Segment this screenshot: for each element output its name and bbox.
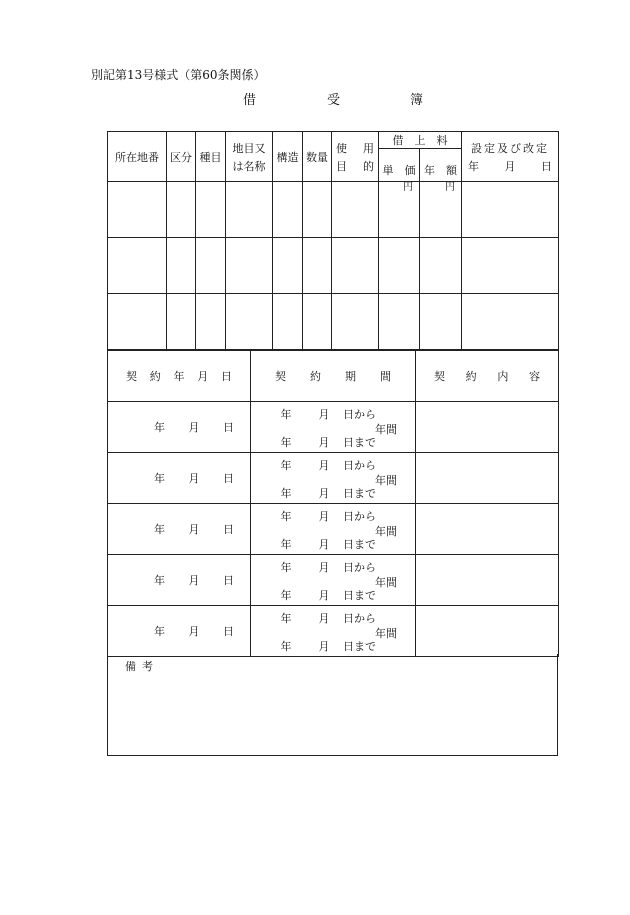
header-category: 区分 bbox=[167, 132, 196, 182]
to-day: 日まで bbox=[343, 436, 376, 449]
cell[interactable] bbox=[196, 182, 226, 238]
form-number: 別記第13号様式（第60条関係） bbox=[91, 68, 266, 82]
from-month: 月 bbox=[318, 561, 330, 574]
to-year: 年 bbox=[280, 589, 292, 602]
hdr-char: 期 bbox=[345, 370, 356, 383]
to-day: 日まで bbox=[343, 589, 376, 602]
hdr-char: 月 bbox=[197, 370, 209, 383]
cell[interactable] bbox=[167, 238, 196, 294]
hdr-char: 約 bbox=[465, 370, 477, 383]
date-year: 年 bbox=[154, 625, 165, 638]
header-land-name-bottom: は名称 bbox=[232, 159, 266, 173]
date-day: 日 bbox=[223, 472, 234, 485]
purpose-bottom-a: 目 bbox=[336, 159, 347, 173]
cell[interactable] bbox=[108, 182, 167, 238]
to-month: 月 bbox=[318, 436, 330, 449]
header-purpose bbox=[332, 132, 379, 182]
to-year: 年 bbox=[280, 640, 292, 653]
purpose-top-a: 使 bbox=[336, 141, 347, 155]
header-land-name bbox=[226, 132, 273, 182]
period-years: 年間 bbox=[375, 474, 397, 487]
to-day: 日まで bbox=[343, 487, 376, 500]
to-year: 年 bbox=[280, 436, 292, 449]
table-row bbox=[108, 453, 559, 504]
purpose-top-b: 用 bbox=[363, 141, 374, 155]
cell[interactable] bbox=[196, 238, 226, 294]
table-row bbox=[108, 238, 559, 294]
contract-period-cell[interactable] bbox=[251, 504, 416, 555]
from-year: 年 bbox=[280, 510, 292, 523]
date-year: 年 bbox=[154, 523, 165, 536]
cell[interactable] bbox=[226, 294, 273, 350]
hdr-char: 契 bbox=[126, 370, 137, 383]
title-char-3: 簿 bbox=[410, 93, 424, 108]
remarks-box[interactable] bbox=[107, 654, 558, 756]
period-years: 年間 bbox=[375, 627, 397, 640]
setting-year: 年 bbox=[468, 159, 479, 173]
header-land-name-top: 地目又 bbox=[232, 141, 266, 155]
hdr-char: 約 bbox=[149, 370, 161, 383]
contract-date-cell[interactable] bbox=[108, 504, 251, 555]
cell[interactable] bbox=[303, 238, 332, 294]
hdr-char: 年 bbox=[173, 370, 185, 383]
hdr-char: 日 bbox=[221, 370, 232, 383]
contract-date-cell[interactable] bbox=[108, 453, 251, 504]
date-day: 日 bbox=[223, 574, 234, 587]
header-unit-price: 単 価 bbox=[379, 149, 420, 182]
from-year: 年 bbox=[280, 459, 292, 472]
date-year: 年 bbox=[154, 472, 165, 485]
date-month: 月 bbox=[188, 625, 200, 638]
contract-date-cell[interactable] bbox=[108, 555, 251, 606]
hdr-char: 契 bbox=[275, 370, 286, 383]
cell[interactable] bbox=[462, 294, 559, 350]
to-month: 月 bbox=[318, 538, 330, 551]
date-day: 日 bbox=[223, 421, 234, 434]
cell[interactable] bbox=[332, 294, 379, 350]
contract-date-cell[interactable] bbox=[108, 606, 251, 657]
header-rent: 借 上 料 bbox=[379, 132, 462, 149]
to-year: 年 bbox=[280, 538, 292, 551]
cell[interactable] bbox=[273, 182, 303, 238]
from-year: 年 bbox=[280, 612, 292, 625]
cell[interactable] bbox=[167, 182, 196, 238]
hdr-char: 内 bbox=[497, 370, 509, 383]
hdr-char: 容 bbox=[528, 370, 540, 383]
table-row bbox=[108, 294, 559, 350]
from-day: 日から bbox=[343, 612, 376, 625]
cell[interactable] bbox=[226, 238, 273, 294]
remarks-label: 備考 bbox=[125, 660, 159, 673]
hdr-char: 契 bbox=[434, 370, 445, 383]
header-quantity: 数量 bbox=[303, 132, 332, 182]
from-day: 日から bbox=[343, 561, 376, 574]
from-year: 年 bbox=[280, 561, 292, 574]
contract-period-cell[interactable] bbox=[251, 606, 416, 657]
from-day: 日から bbox=[343, 510, 376, 523]
from-day: 日から bbox=[343, 459, 376, 472]
date-year: 年 bbox=[154, 421, 165, 434]
date-month: 月 bbox=[188, 574, 200, 587]
date-month: 月 bbox=[188, 472, 200, 485]
unit-price-cell[interactable] bbox=[379, 182, 420, 238]
contract-period-cell[interactable] bbox=[251, 453, 416, 504]
contract-date-cell[interactable] bbox=[108, 402, 251, 453]
cell[interactable] bbox=[273, 238, 303, 294]
table-row bbox=[108, 402, 559, 453]
table-row bbox=[108, 555, 559, 606]
title-char-2: 受 bbox=[327, 93, 341, 108]
header-contract-period bbox=[251, 351, 416, 402]
header-structure: 構造 bbox=[273, 132, 303, 182]
cell[interactable] bbox=[273, 294, 303, 350]
contract-period-cell[interactable] bbox=[251, 402, 416, 453]
hdr-char: 間 bbox=[380, 370, 391, 383]
header-setting bbox=[462, 132, 559, 182]
to-day: 日まで bbox=[343, 640, 376, 653]
to-month: 月 bbox=[318, 640, 330, 653]
from-month: 月 bbox=[318, 510, 330, 523]
contract-content-cell[interactable] bbox=[416, 555, 559, 606]
yen-unit: 円 bbox=[403, 182, 413, 193]
contract-content-cell[interactable] bbox=[416, 453, 559, 504]
setting-day: 日 bbox=[541, 159, 552, 173]
contract-table bbox=[107, 350, 559, 657]
date-day: 日 bbox=[223, 625, 234, 638]
period-years: 年間 bbox=[375, 576, 397, 589]
title-char-1: 借 bbox=[243, 93, 257, 108]
cell[interactable] bbox=[108, 238, 167, 294]
cell[interactable] bbox=[196, 294, 226, 350]
cell[interactable] bbox=[108, 294, 167, 350]
contract-content-cell[interactable] bbox=[416, 402, 559, 453]
cell[interactable] bbox=[332, 238, 379, 294]
contract-content-cell[interactable] bbox=[416, 606, 559, 657]
from-month: 月 bbox=[318, 408, 330, 421]
to-day: 日まで bbox=[343, 538, 376, 551]
cell[interactable] bbox=[167, 294, 196, 350]
cell[interactable] bbox=[379, 294, 420, 350]
date-day: 日 bbox=[223, 523, 234, 536]
setting-month: 月 bbox=[504, 159, 516, 173]
date-month: 月 bbox=[188, 523, 200, 536]
from-year: 年 bbox=[280, 408, 292, 421]
cell[interactable] bbox=[332, 182, 379, 238]
table-row bbox=[108, 606, 559, 657]
contract-content-cell[interactable] bbox=[416, 504, 559, 555]
date-month: 月 bbox=[188, 421, 200, 434]
cell[interactable] bbox=[226, 182, 273, 238]
cell[interactable] bbox=[303, 182, 332, 238]
cell[interactable] bbox=[420, 294, 462, 350]
period-years: 年間 bbox=[375, 423, 397, 436]
from-day: 日から bbox=[343, 408, 376, 421]
cell[interactable] bbox=[420, 238, 462, 294]
yen-unit: 円 bbox=[445, 182, 455, 193]
header-contract-date bbox=[108, 351, 251, 402]
from-month: 月 bbox=[318, 459, 330, 472]
table-row bbox=[108, 182, 559, 238]
to-year: 年 bbox=[280, 487, 292, 500]
date-year: 年 bbox=[154, 574, 165, 587]
amount-cell[interactable] bbox=[420, 182, 462, 238]
contract-period-cell[interactable] bbox=[251, 555, 416, 606]
cell[interactable] bbox=[462, 182, 559, 238]
header-location: 所在地番 bbox=[108, 132, 167, 182]
purpose-bottom-b: 的 bbox=[363, 159, 374, 173]
cell[interactable] bbox=[303, 294, 332, 350]
header-amount: 年 額 bbox=[420, 149, 462, 182]
header-setting-title: 設定及び改定 bbox=[471, 141, 549, 155]
to-month: 月 bbox=[318, 589, 330, 602]
table-row bbox=[108, 504, 559, 555]
from-month: 月 bbox=[318, 612, 330, 625]
cell[interactable] bbox=[379, 238, 420, 294]
period-years: 年間 bbox=[375, 525, 397, 538]
cell[interactable] bbox=[462, 238, 559, 294]
hdr-char: 約 bbox=[310, 370, 321, 383]
to-month: 月 bbox=[318, 487, 330, 500]
header-contract-content bbox=[416, 351, 559, 402]
header-type: 種目 bbox=[196, 132, 226, 182]
asset-table bbox=[107, 131, 559, 350]
